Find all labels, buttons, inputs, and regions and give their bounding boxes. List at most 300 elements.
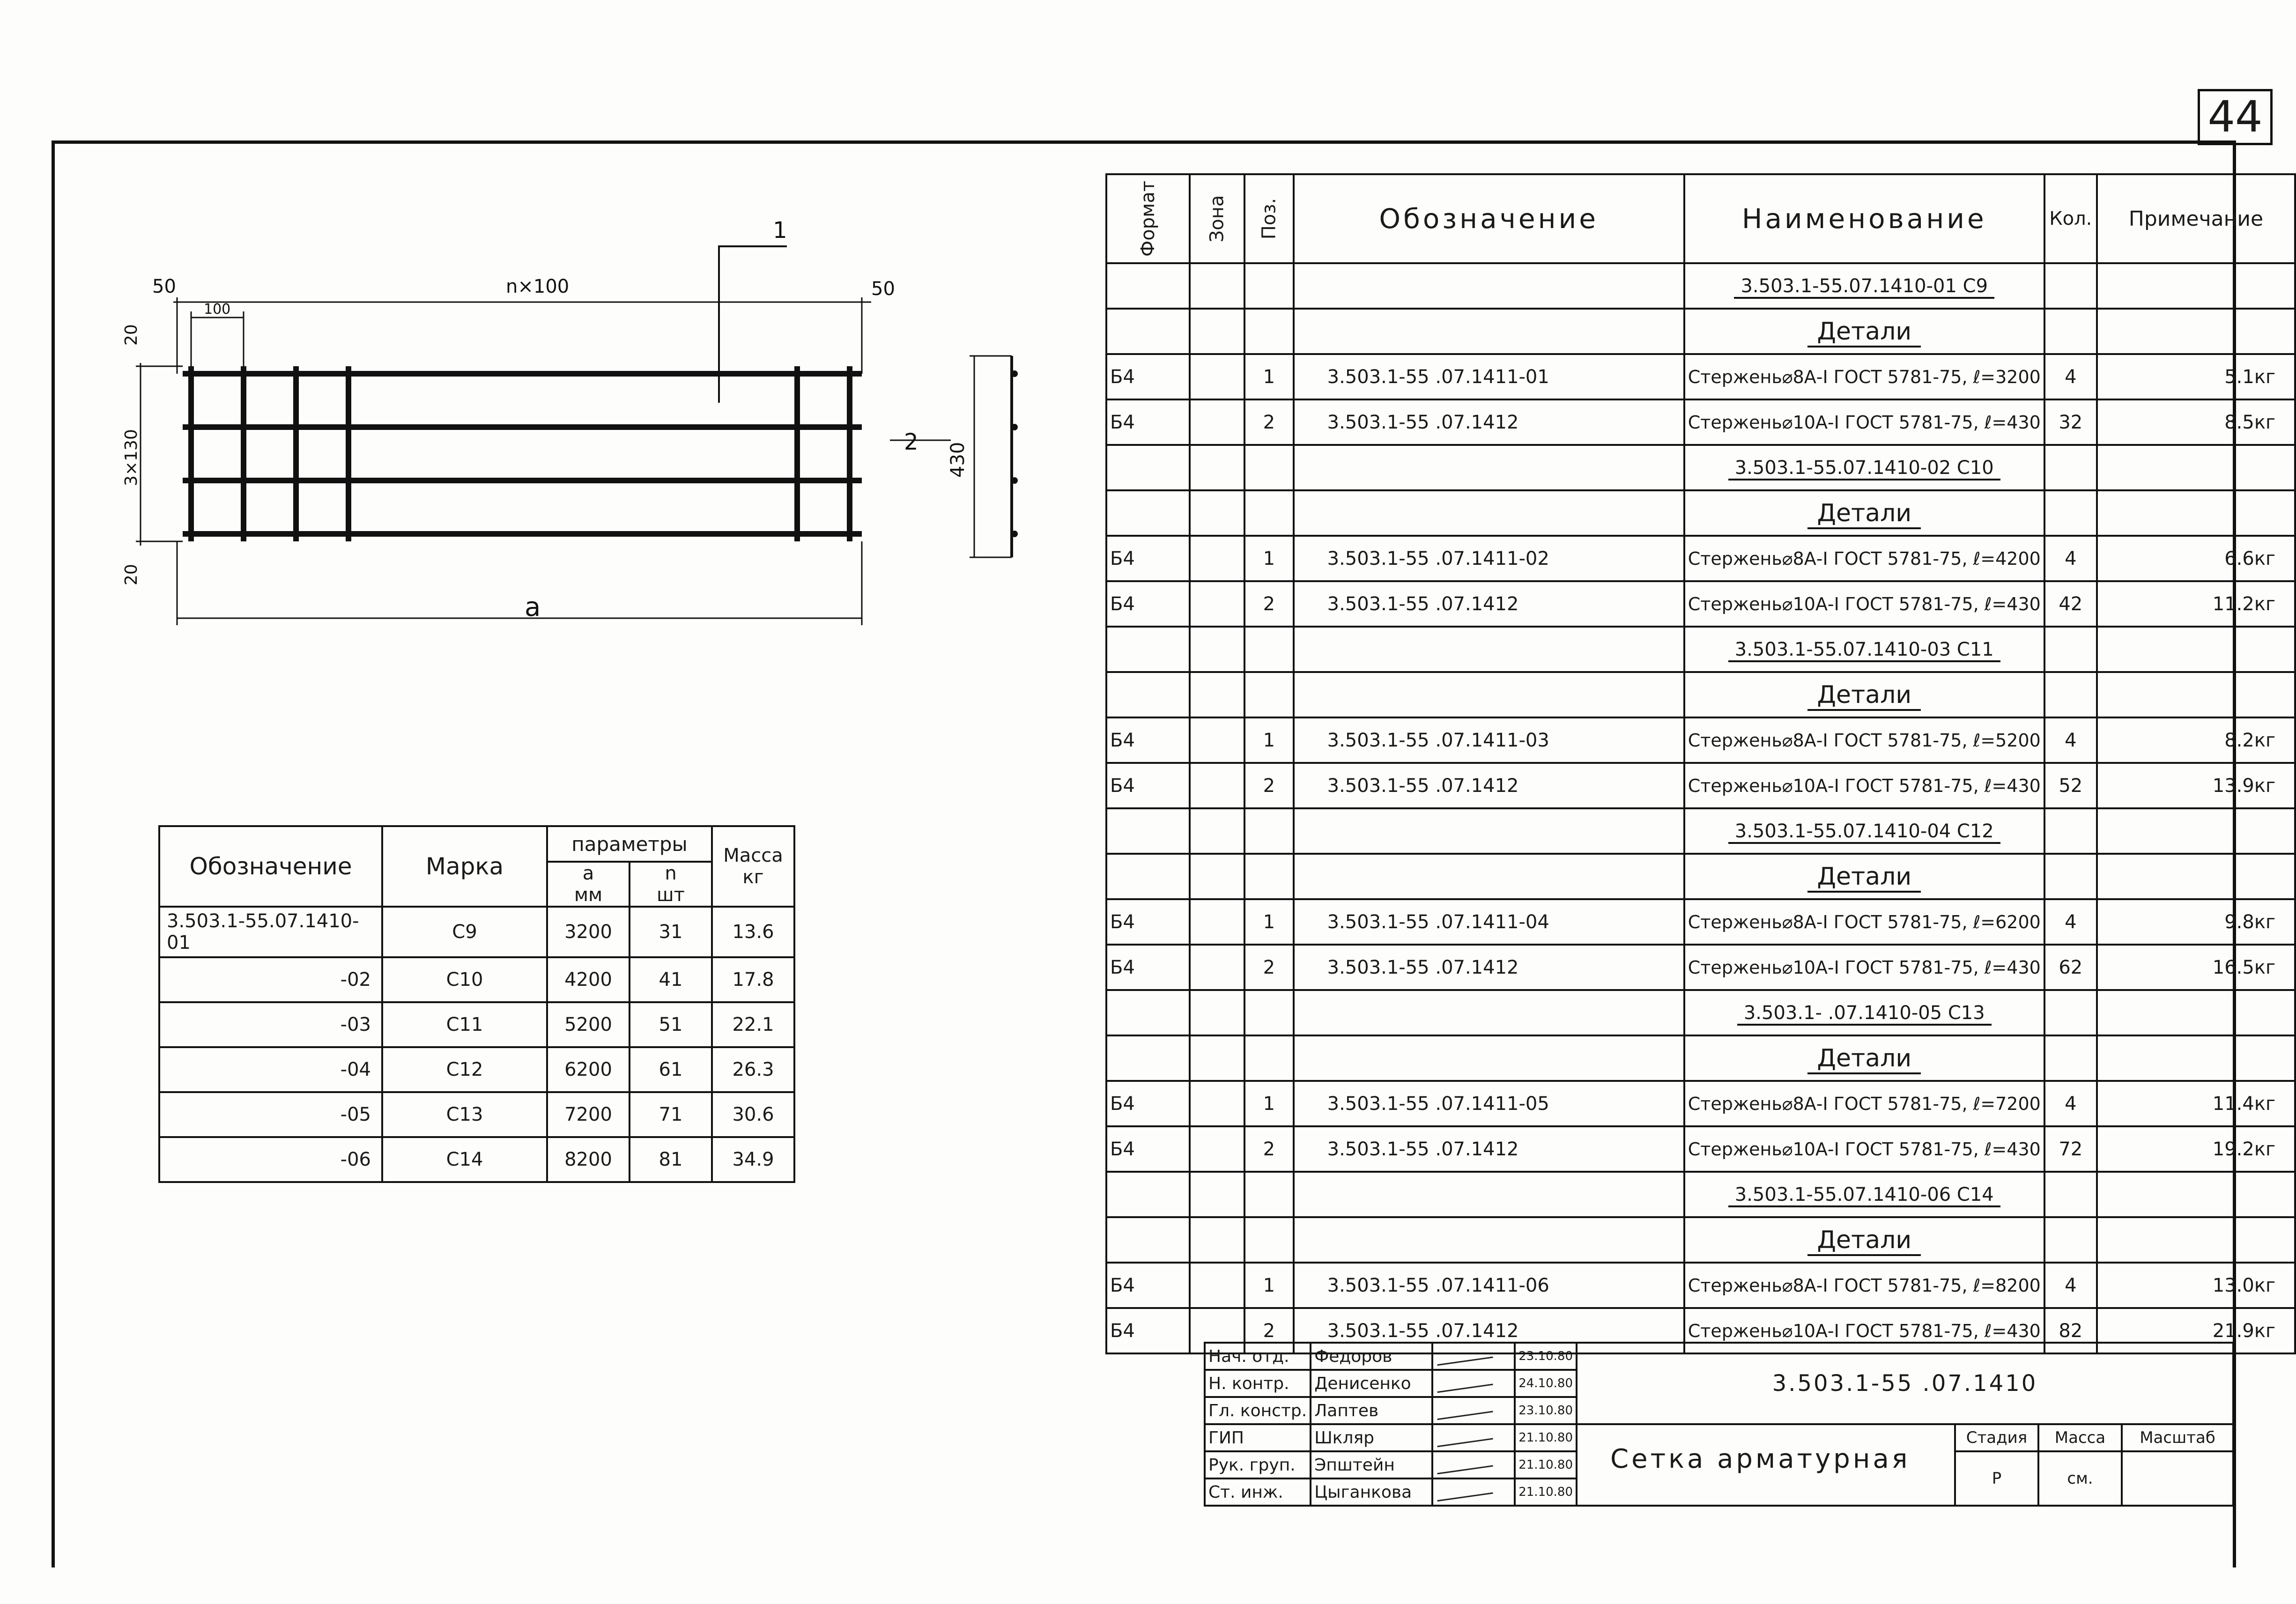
spec-cell: [1106, 672, 1190, 717]
spec-cell: [1190, 1035, 1244, 1081]
spec-item-row: [1106, 399, 2295, 445]
spec-cell: [1294, 1217, 1684, 1263]
sign-date: 21.10.80: [1515, 1451, 1577, 1478]
item-pos: 1: [1244, 899, 1294, 945]
spec-cell: [1190, 990, 1244, 1035]
param-designation: -04: [159, 1047, 382, 1092]
spec-cell: [2044, 263, 2097, 309]
param-mark: С10: [382, 957, 547, 1002]
param-mass: 34.9: [712, 1137, 794, 1182]
dim-top-right: 50: [871, 278, 895, 300]
param-designation: -05: [159, 1092, 382, 1137]
spec-cell: [2097, 1172, 2295, 1217]
col-mass: [712, 826, 794, 907]
spec-cell: [1294, 1172, 1684, 1217]
spec-cell: [1106, 309, 1190, 354]
doc-name: Сетка арматурная: [1577, 1424, 1955, 1506]
param-n: 71: [630, 1092, 712, 1137]
item-name: Стержень⌀8А-I ГОСТ 5781-75, ℓ=6200: [1684, 899, 2044, 945]
item-qty: 4: [2044, 899, 2097, 945]
item-note: 9.8кг: [2097, 899, 2295, 945]
person-name: Лаптев: [1311, 1397, 1432, 1424]
variant-title-text: 3.503.1- .07.1410-05 С13: [1737, 1002, 1992, 1026]
param-designation: -02: [159, 957, 382, 1002]
spec-cell: [1106, 445, 1190, 490]
item-name: Стержень⌀10А-I ГОСТ 5781-75, ℓ=430: [1684, 1126, 2044, 1172]
item-pos: 2: [1244, 399, 1294, 445]
spec-item-row: [1106, 945, 2295, 990]
person-name: Денисенко: [1311, 1370, 1432, 1397]
spec-cell: [1294, 1035, 1684, 1081]
item-qty: 82: [2044, 1308, 2097, 1353]
signature-cell: [1432, 1478, 1515, 1506]
a-unit: мм: [574, 884, 603, 906]
spec-cell: [1294, 490, 1684, 536]
param-row: [159, 957, 794, 1002]
item-zone: [1190, 763, 1244, 808]
item-note: 11.4кг: [2097, 1081, 2295, 1126]
param-row: [159, 907, 794, 957]
item-zone: [1190, 1081, 1244, 1126]
spec-title-row: [1106, 808, 2295, 854]
spec-title-row: [1106, 990, 2295, 1035]
spec-section-title: [1684, 672, 2044, 717]
section-title-text: Детали: [1807, 318, 1921, 347]
spec-cell: [1190, 854, 1244, 899]
spec-title-row: [1106, 1172, 2295, 1217]
spec-variant-title: [1684, 808, 2044, 854]
param-designation: -03: [159, 1002, 382, 1047]
sign-date: 23.10.80: [1515, 1343, 1577, 1370]
spec-cell: [1106, 490, 1190, 536]
spec-section-row: [1106, 1217, 2295, 1263]
spec-section-title: [1684, 1217, 2044, 1263]
spec-section-row: [1106, 1035, 2295, 1081]
spec-cell: [1190, 1217, 1244, 1263]
col-a: [547, 862, 630, 907]
param-row: [159, 1092, 794, 1137]
spec-cell: [1294, 808, 1684, 854]
sign-date: 23.10.80: [1515, 1397, 1577, 1424]
scale-label: Масштаб: [2122, 1424, 2233, 1451]
spec-cell: [2097, 990, 2295, 1035]
spec-cell: [2044, 1035, 2097, 1081]
spec-cell: [1294, 672, 1684, 717]
spec-cell: [2044, 490, 2097, 536]
signature-cell: [1432, 1370, 1515, 1397]
item-note: 8.5кг: [2097, 399, 2295, 445]
stage-label: Стадия: [1955, 1424, 2038, 1451]
spec-cell: [1190, 490, 1244, 536]
signature-mark: [1436, 1424, 1493, 1447]
variant-title-text: 3.503.1-55.07.1410-02 С10: [1728, 457, 2000, 480]
col-zone: [1190, 174, 1244, 263]
param-mark: С11: [382, 1002, 547, 1047]
signature-mark: [1436, 1478, 1493, 1501]
person-name: Федоров: [1311, 1343, 1432, 1370]
item-pos: 1: [1244, 1081, 1294, 1126]
spec-cell: [1294, 445, 1684, 490]
spec-item-row: [1106, 354, 2295, 399]
spec-cell: [1244, 263, 1294, 309]
variant-title-text: 3.503.1-55.07.1410-04 С12: [1728, 820, 2000, 844]
param-row: [159, 1047, 794, 1092]
item-name: Стержень⌀10А-I ГОСТ 5781-75, ℓ=430: [1684, 763, 2044, 808]
person-name: Цыганкова: [1311, 1478, 1432, 1506]
item-format: Б4: [1106, 536, 1190, 581]
col-mark: Марка: [382, 826, 547, 907]
spec-cell: [1294, 990, 1684, 1035]
variant-title-text: 3.503.1-55.07.1410-06 С14: [1728, 1184, 2000, 1207]
section-title-text: Детали: [1807, 499, 1921, 529]
item-pos: 1: [1244, 717, 1294, 763]
item-name: Стержень⌀8А-I ГОСТ 5781-75, ℓ=7200: [1684, 1081, 2044, 1126]
item-format: Б4: [1106, 1263, 1190, 1308]
item-zone: [1190, 899, 1244, 945]
item-zone: [1190, 717, 1244, 763]
spec-cell: [2044, 854, 2097, 899]
spec-cell: [2097, 263, 2295, 309]
dim-left-top: 20: [122, 324, 141, 346]
spec-section-title: [1684, 854, 2044, 899]
spec-item-row: [1106, 717, 2295, 763]
item-designation: 3.503.1-55 .07.1412: [1294, 763, 1684, 808]
item-pos: 2: [1244, 945, 1294, 990]
spec-cell: [2097, 808, 2295, 854]
item-name: Стержень⌀8А-I ГОСТ 5781-75, ℓ=8200: [1684, 1263, 2044, 1308]
item-note: 5.1кг: [2097, 354, 2295, 399]
variant-title-text: 3.503.1-55.07.1410-03 С11: [1728, 639, 2000, 662]
spec-header: [1106, 174, 2295, 263]
spec-cell: [2044, 1172, 2097, 1217]
person-name: Шкляр: [1311, 1424, 1432, 1451]
item-note: 13.9кг: [2097, 763, 2295, 808]
pos-label: Поз.: [1258, 198, 1280, 240]
signature-cell: [1432, 1451, 1515, 1478]
item-note: 21.9кг: [2097, 1308, 2295, 1353]
item-format: Б4: [1106, 1081, 1190, 1126]
param-n: 31: [630, 907, 712, 957]
spec-cell: [1244, 445, 1294, 490]
item-format: Б4: [1106, 581, 1190, 627]
item-zone: [1190, 945, 1244, 990]
item-pos: 1: [1244, 536, 1294, 581]
spec-variant-title: [1684, 445, 2044, 490]
param-mark: С13: [382, 1092, 547, 1137]
param-a: 7200: [547, 1092, 630, 1137]
param-n: 81: [630, 1137, 712, 1182]
n-header: n: [665, 863, 677, 884]
spec-cell: [1106, 854, 1190, 899]
spec-variant-title: [1684, 263, 2044, 309]
spec-cell: [1244, 1172, 1294, 1217]
role-label: Гл. констр.: [1205, 1397, 1311, 1424]
spec-cell: [1190, 672, 1244, 717]
spec-cell: [2044, 445, 2097, 490]
param-designation: 3.503.1-55.07.1410-01: [159, 907, 382, 957]
col-designation: Обозначение: [1294, 174, 1684, 263]
spec-cell: [2097, 854, 2295, 899]
spec-section-row: [1106, 309, 2295, 354]
spec-cell: [1244, 1217, 1294, 1263]
item-designation: 3.503.1-55 .07.1411-03: [1294, 717, 1684, 763]
spec-cell: [1106, 627, 1190, 672]
item-name: Стержень⌀10А-I ГОСТ 5781-75, ℓ=430: [1684, 581, 2044, 627]
item-zone: [1190, 399, 1244, 445]
sign-date: 21.10.80: [1515, 1424, 1577, 1451]
item-qty: 52: [2044, 763, 2097, 808]
spec-section-row: [1106, 490, 2295, 536]
doc-code: 3.503.1-55 .07.1410: [1577, 1343, 2233, 1424]
param-mass: 13.6: [712, 907, 794, 957]
signature-cell: [1432, 1424, 1515, 1451]
col-qty: Кол.: [2044, 174, 2097, 263]
signature-cell: [1432, 1397, 1515, 1424]
section-title-text: Детали: [1807, 681, 1921, 711]
col-params: параметры: [547, 826, 712, 862]
spec-cell: [2097, 1217, 2295, 1263]
spec-item-row: [1106, 1081, 2295, 1126]
spec-title-row: [1106, 445, 2295, 490]
spec-cell: [1244, 490, 1294, 536]
param-row: [159, 1137, 794, 1182]
spec-variant-title: [1684, 990, 2044, 1035]
param-mass: 26.3: [712, 1047, 794, 1092]
spec-section-title: [1684, 1035, 2044, 1081]
item-note: 6.6кг: [2097, 536, 2295, 581]
signature-mark: [1436, 1451, 1493, 1474]
col-format: [1106, 174, 1190, 263]
spec-cell: [1190, 263, 1244, 309]
spec-cell: [2044, 990, 2097, 1035]
specification-table: [1105, 173, 2296, 1354]
spec-section-title: [1684, 490, 2044, 536]
item-qty: 4: [2044, 1263, 2097, 1308]
item-zone: [1190, 354, 1244, 399]
mass-value: см.: [2038, 1451, 2122, 1506]
item-pos: 2: [1244, 1308, 1294, 1353]
pos-2-label: 2: [904, 429, 918, 455]
param-a: 6200: [547, 1047, 630, 1092]
item-name: Стержень⌀8А-I ГОСТ 5781-75, ℓ=5200: [1684, 717, 2044, 763]
param-a: 3200: [547, 907, 630, 957]
spec-cell: [1244, 627, 1294, 672]
a-header: а: [582, 863, 594, 884]
spec-cell: [1190, 627, 1244, 672]
spec-cell: [1294, 627, 1684, 672]
spec-cell: [1106, 263, 1190, 309]
item-designation: 3.503.1-55 .07.1411-01: [1294, 354, 1684, 399]
spec-cell: [1190, 309, 1244, 354]
spec-cell: [1294, 309, 1684, 354]
col-name: Наименование: [1684, 174, 2044, 263]
param-mass: 17.8: [712, 957, 794, 1002]
spec-cell: [1190, 1172, 1244, 1217]
item-format: Б4: [1106, 717, 1190, 763]
spec-item-row: [1106, 1126, 2295, 1172]
item-zone: [1190, 1263, 1244, 1308]
item-zone: [1190, 581, 1244, 627]
spec-cell: [1106, 990, 1190, 1035]
item-format: Б4: [1106, 1308, 1190, 1353]
signature-mark: [1436, 1397, 1493, 1420]
param-n: 61: [630, 1047, 712, 1092]
spec-cell: [1244, 1035, 1294, 1081]
scale-value: [2122, 1451, 2233, 1506]
mesh-drawing: [94, 197, 1077, 665]
role-label: Нач. отд.: [1205, 1343, 1311, 1370]
param-mark: С12: [382, 1047, 547, 1092]
item-name: Стержень⌀8А-I ГОСТ 5781-75, ℓ=4200: [1684, 536, 2044, 581]
spec-title-row: [1106, 263, 2295, 309]
mass-unit: кг: [742, 866, 764, 888]
spec-cell: [1190, 445, 1244, 490]
dim-left-bot: 20: [122, 564, 141, 585]
item-qty: 4: [2044, 536, 2097, 581]
param-row: [159, 1002, 794, 1047]
param-a: 8200: [547, 1137, 630, 1182]
section-title-text: Детали: [1807, 863, 1921, 893]
spec-variant-title: [1684, 1172, 2044, 1217]
signature-mark: [1436, 1370, 1493, 1393]
item-qty: 4: [2044, 1081, 2097, 1126]
spec-cell: [1294, 854, 1684, 899]
item-designation: 3.503.1-55 .07.1412: [1294, 1308, 1684, 1353]
sheet-number: 44: [2198, 89, 2273, 145]
signature-row: [1205, 1343, 2233, 1370]
spec-cell: [2097, 1035, 2295, 1081]
item-note: 8.2кг: [2097, 717, 2295, 763]
section-title-text: Детали: [1807, 1226, 1921, 1256]
param-mark: С9: [382, 907, 547, 957]
role-label: Н. контр.: [1205, 1370, 1311, 1397]
item-designation: 3.503.1-55 .07.1412: [1294, 945, 1684, 990]
item-zone: [1190, 1126, 1244, 1172]
item-name: Стержень⌀8А-I ГОСТ 5781-75, ℓ=3200: [1684, 354, 2044, 399]
signature-cell: [1432, 1343, 1515, 1370]
col-n: [630, 862, 712, 907]
item-pos: 2: [1244, 1126, 1294, 1172]
spec-item-row: [1106, 763, 2295, 808]
leader-line: [719, 246, 787, 403]
item-name: Стержень⌀10А-I ГОСТ 5781-75, ℓ=430: [1684, 399, 2044, 445]
dim-left-mid: 3×130: [122, 429, 141, 486]
spec-item-row: [1106, 1263, 2295, 1308]
dim-side: 430: [947, 442, 969, 478]
item-designation: 3.503.1-55 .07.1411-05: [1294, 1081, 1684, 1126]
spec-cell: [2044, 1217, 2097, 1263]
spec-variant-title: [1684, 627, 2044, 672]
spec-item-row: [1106, 581, 2295, 627]
item-pos: 2: [1244, 581, 1294, 627]
col-note: Примечание: [2097, 174, 2295, 263]
spec-title-row: [1106, 627, 2295, 672]
item-zone: [1190, 536, 1244, 581]
spec-cell: [1106, 808, 1190, 854]
item-format: Б4: [1106, 1126, 1190, 1172]
n-unit: шт: [657, 884, 685, 906]
spec-item-row: [1106, 899, 2295, 945]
dim-top-mid: n×100: [506, 276, 570, 297]
spec-section-title: [1684, 309, 2044, 354]
param-mass: 30.6: [712, 1092, 794, 1137]
spec-cell: [1190, 808, 1244, 854]
dimension-lines: [136, 297, 1012, 625]
item-qty: 72: [2044, 1126, 2097, 1172]
col-designation: Обозначение: [159, 826, 382, 907]
pos-1-label: 1: [773, 217, 787, 244]
item-pos: 1: [1244, 354, 1294, 399]
col-pos: [1244, 174, 1294, 263]
person-name: Эпштейн: [1311, 1451, 1432, 1478]
item-qty: 32: [2044, 399, 2097, 445]
dim-step: 100: [204, 301, 231, 318]
section-title-text: Детали: [1807, 1044, 1921, 1074]
dim-bottom: a: [525, 592, 541, 622]
item-pos: 2: [1244, 763, 1294, 808]
param-a: 5200: [547, 1002, 630, 1047]
mesh-drawing-svg: [94, 197, 1077, 665]
spec-cell: [1244, 854, 1294, 899]
format-label: Формат: [1137, 180, 1159, 257]
param-n: 41: [630, 957, 712, 1002]
spec-cell: [2044, 309, 2097, 354]
title-block-body: [1205, 1343, 2233, 1506]
spec-section-row: [1106, 854, 2295, 899]
item-designation: 3.503.1-55 .07.1412: [1294, 399, 1684, 445]
item-qty: 4: [2044, 354, 2097, 399]
mass-label: Масса: [2038, 1424, 2122, 1451]
sign-date: 21.10.80: [1515, 1478, 1577, 1506]
param-a: 4200: [547, 957, 630, 1002]
spec-cell: [2097, 445, 2295, 490]
spec-cell: [1106, 1172, 1190, 1217]
signature-row: [1205, 1424, 2233, 1451]
title-block: [1204, 1342, 2234, 1507]
variant-title-text: 3.503.1-55.07.1410-01 С9: [1734, 275, 1994, 299]
item-note: 19.2кг: [2097, 1126, 2295, 1172]
item-designation: 3.503.1-55 .07.1411-04: [1294, 899, 1684, 945]
role-label: ГИП: [1205, 1424, 1311, 1451]
spec-cell: [2097, 627, 2295, 672]
spec-cell: [1244, 309, 1294, 354]
spec-cell: [2044, 808, 2097, 854]
item-qty: 42: [2044, 581, 2097, 627]
signature-mark: [1436, 1343, 1493, 1366]
item-format: Б4: [1106, 763, 1190, 808]
item-qty: 62: [2044, 945, 2097, 990]
item-note: 16.5кг: [2097, 945, 2295, 990]
item-format: Б4: [1106, 945, 1190, 990]
item-designation: 3.503.1-55 .07.1412: [1294, 1126, 1684, 1172]
spec-cell: [2044, 627, 2097, 672]
item-designation: 3.503.1-55 .07.1412: [1294, 581, 1684, 627]
role-label: Рук. груп.: [1205, 1451, 1311, 1478]
role-label: Ст. инж.: [1205, 1478, 1311, 1506]
item-format: Б4: [1106, 399, 1190, 445]
item-designation: 3.503.1-55 .07.1411-02: [1294, 536, 1684, 581]
item-designation: 3.503.1-55 .07.1411-06: [1294, 1263, 1684, 1308]
spec-cell: [2097, 309, 2295, 354]
zone-label: Зона: [1206, 195, 1228, 243]
param-mass: 22.1: [712, 1002, 794, 1047]
spec-cell: [2097, 672, 2295, 717]
spec-cell: [1106, 1035, 1190, 1081]
spec-cell: [1106, 1217, 1190, 1263]
spec-cell: [1244, 990, 1294, 1035]
param-n: 51: [630, 1002, 712, 1047]
spec-cell: [2097, 490, 2295, 536]
